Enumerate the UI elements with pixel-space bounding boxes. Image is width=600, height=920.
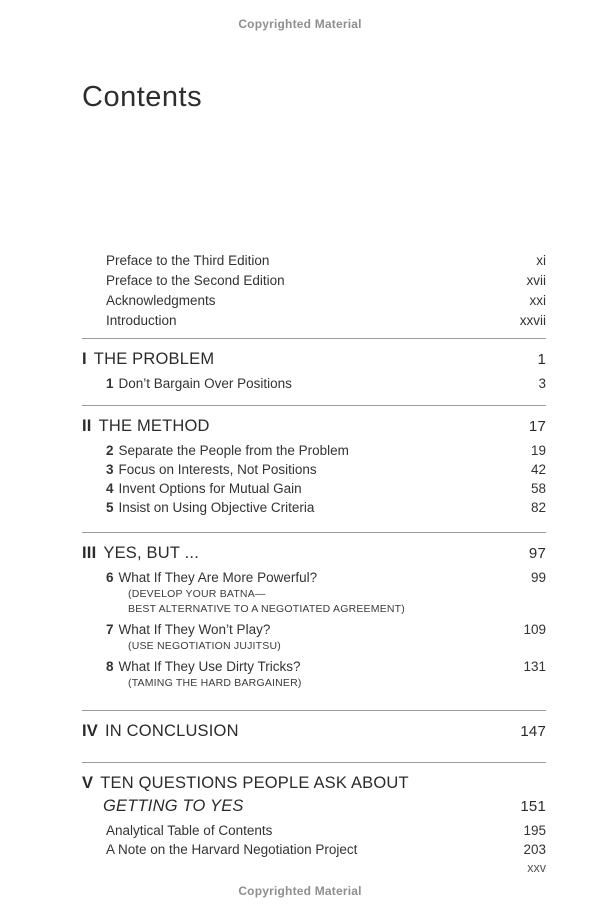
chapter-number: 1	[106, 376, 114, 391]
page-number: 1	[537, 351, 546, 368]
page-number: 19	[530, 443, 546, 458]
page-number: 58	[530, 481, 546, 496]
part-numeral: V	[82, 774, 94, 792]
chapter-title: What If They Are More Powerful?	[118, 570, 318, 585]
chapter-row	[106, 657, 546, 676]
page-number: 147	[520, 723, 546, 740]
chapter-number: 5	[106, 500, 114, 515]
chapter-label	[106, 460, 523, 479]
part-heading	[82, 339, 546, 371]
page-number: 131	[523, 659, 546, 674]
front-matter-list	[106, 251, 546, 331]
chapter-label	[106, 657, 515, 676]
part-numeral: I	[82, 350, 87, 368]
chapter-row	[106, 498, 546, 517]
chapter-label	[106, 498, 523, 517]
chapter-title: A Note on the Harvard Negotiation Project	[106, 842, 358, 857]
chapter-number: 3	[106, 462, 114, 477]
chapter-title: Invent Options for Mutual Gain	[118, 481, 302, 496]
chapter-row	[106, 479, 546, 498]
page-folio: xxv	[527, 861, 546, 875]
front-matter-row	[106, 311, 546, 331]
chapter-title: Separate the People from the Problem	[118, 443, 349, 458]
part-numeral: II	[82, 417, 92, 435]
page-number: 99	[530, 570, 546, 585]
chapter-label	[106, 620, 515, 639]
chapter-row	[106, 821, 546, 840]
chapter-title: What If They Won’t Play?	[118, 622, 271, 637]
part-heading	[82, 406, 546, 438]
chapter-subtitle: (TAMING THE HARD BARGAINER)	[128, 677, 302, 689]
page-number: 151	[520, 798, 546, 815]
part-title	[82, 720, 239, 743]
page-number: 42	[530, 462, 546, 477]
page-number: 17	[528, 418, 546, 435]
part-section-2	[82, 406, 546, 517]
page-number: 97	[528, 545, 546, 562]
part-section-4	[82, 711, 546, 743]
front-matter-row	[106, 251, 546, 271]
page-number: 109	[523, 622, 546, 637]
chapter-list	[106, 374, 546, 393]
chapter-title: Focus on Interests, Not Positions	[118, 462, 317, 477]
part-title	[82, 542, 199, 565]
chapter-label	[106, 441, 523, 460]
chapter-number: 8	[106, 659, 114, 674]
page-number: xi	[536, 253, 546, 268]
chapter-row	[106, 840, 546, 859]
part-title	[82, 348, 214, 371]
part-numeral: III	[82, 544, 97, 562]
chapter-subtitle: (USE NEGOTIATION JUJITSU)	[128, 640, 281, 652]
part-section-5	[82, 763, 546, 859]
part-title-text: TEN QUESTIONS PEOPLE ASK ABOUT	[100, 774, 409, 792]
page-number: 195	[523, 823, 546, 838]
chapter-list	[106, 568, 546, 691]
page-number: xvii	[526, 273, 546, 288]
chapter-subtitle: (DEVELOP YOUR BATNA—	[128, 588, 266, 600]
chapter-title: Analytical Table of Contents	[106, 823, 273, 838]
chapter-number: 7	[106, 622, 114, 637]
chapter-row	[106, 568, 546, 587]
contents-column	[82, 0, 546, 859]
part-heading	[82, 711, 546, 743]
chapter-list	[106, 821, 546, 859]
page-number: 82	[530, 500, 546, 515]
part-title-text: IN CONCLUSION	[105, 722, 239, 740]
front-matter-row	[106, 291, 546, 311]
copyright-notice-bottom: Copyrighted Material	[238, 884, 362, 898]
chapter-number: 2	[106, 443, 114, 458]
page-number: xxvii	[519, 313, 546, 328]
chapter-row	[106, 374, 546, 393]
part-title	[82, 415, 210, 438]
chapter-row	[106, 460, 546, 479]
part-title-text: YES, BUT ...	[103, 544, 199, 562]
page-number: xxi	[529, 293, 546, 308]
page-number: 3	[538, 376, 546, 391]
chapter-number: 4	[106, 481, 114, 496]
front-matter-row	[106, 271, 546, 291]
chapter-number: 6	[106, 570, 114, 585]
part-title	[82, 772, 409, 818]
chapter-row	[106, 620, 546, 639]
page-number: 203	[523, 842, 546, 857]
part-numeral: IV	[82, 722, 98, 740]
chapter-row	[106, 441, 546, 460]
part-heading	[82, 763, 546, 818]
entry-label: Preface to the Third Edition	[106, 253, 270, 268]
part-heading	[82, 533, 546, 565]
chapter-title: Don’t Bargain Over Positions	[118, 376, 292, 391]
chapter-label	[106, 568, 523, 587]
copyright-notice-top: Copyrighted Material	[238, 17, 362, 31]
entry-label: Introduction	[106, 313, 177, 328]
chapter-list	[106, 441, 546, 517]
chapter-label	[106, 479, 523, 498]
chapter-subtitle: BEST ALTERNATIVE TO A NEGOTIATED AGREEMENT)	[128, 603, 405, 615]
part-title-text: THE METHOD	[98, 417, 210, 435]
part-title-line2: GETTING TO YES	[103, 797, 244, 815]
part-section-3	[82, 533, 546, 691]
entry-label: Acknowledgments	[106, 293, 216, 308]
entry-label: Preface to the Second Edition	[106, 273, 285, 288]
chapter-title: What If They Use Dirty Tricks?	[118, 659, 301, 674]
chapter-title: Insist on Using Objective Criteria	[118, 500, 315, 515]
part-title-line1	[82, 772, 409, 795]
part-title-text: THE PROBLEM	[93, 350, 215, 368]
chapter-label	[106, 374, 530, 393]
page-title: Contents	[82, 81, 203, 113]
part-section-1	[82, 339, 546, 393]
